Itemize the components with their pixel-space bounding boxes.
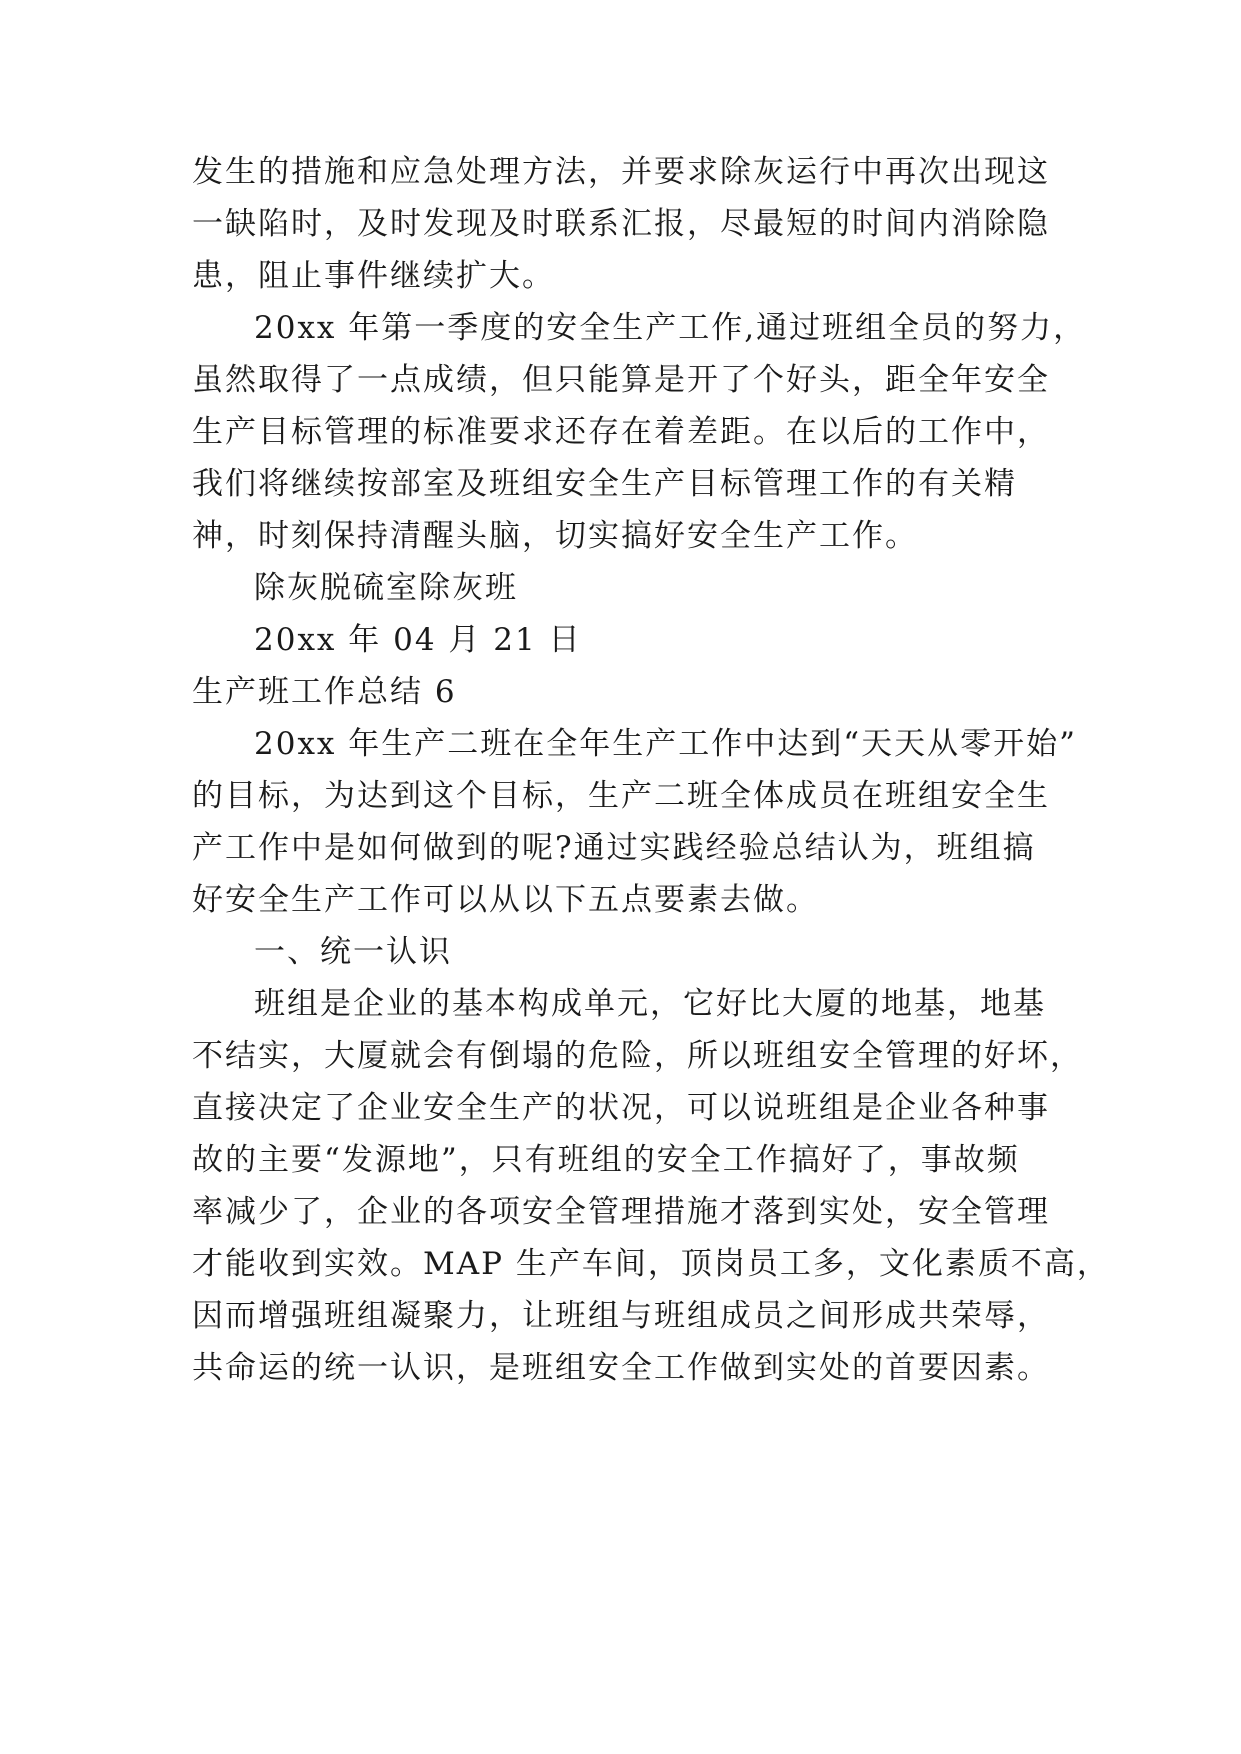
section-heading: 生产班工作总结 6 bbox=[192, 674, 457, 710]
text-line: 共命运的统一认识，是班组安全工作做到实处的首要因素。 bbox=[192, 1350, 1050, 1386]
text-line: 生产目标管理的标准要求还存在着差距。在以后的工作中， bbox=[192, 414, 1050, 450]
text-line: 好安全生产工作可以从以下五点要素去做。 bbox=[192, 882, 819, 918]
text-line: 的目标，为达到这个目标，生产二班全体成员在班组安全生 bbox=[192, 778, 1050, 814]
signature-date: 20xx 年 04 月 21 日 bbox=[254, 622, 582, 658]
subsection-heading: 一、统一认识 bbox=[254, 934, 452, 970]
text-line: 我们将继续按部室及班组安全生产目标管理工作的有关精 bbox=[192, 466, 1017, 502]
text-line: 患，阻止事件继续扩大。 bbox=[192, 258, 555, 294]
text-line: 班组是企业的基本构成单元，它好比大厦的地基，地基 bbox=[254, 986, 1046, 1022]
text-line: 不结实，大厦就会有倒塌的危险，所以班组安全管理的好坏， bbox=[192, 1038, 1083, 1074]
text-line: 神，时刻保持清醒头脑，切实搞好安全生产工作。 bbox=[192, 518, 918, 554]
text-line: 因而增强班组凝聚力，让班组与班组成员之间形成共荣辱， bbox=[192, 1298, 1050, 1334]
text-line: 发生的措施和应急处理方法，并要求除灰运行中再次出现这 bbox=[192, 154, 1050, 190]
text-line: 直接决定了企业安全生产的状况，可以说班组是企业各种事 bbox=[192, 1090, 1050, 1126]
text-line: 20xx 年生产二班在全年生产工作中达到“天天从零开始” bbox=[254, 726, 1077, 762]
text-line: 率减少了，企业的各项安全管理措施才落到实处，安全管理 bbox=[192, 1194, 1050, 1230]
text-line: 虽然取得了一点成绩，但只能算是开了个好头，距全年安全 bbox=[192, 362, 1050, 398]
text-line: 故的主要“发源地”，只有班组的安全工作搞好了，事故频 bbox=[192, 1142, 1020, 1178]
text-line: 一缺陷时，及时发现及时联系汇报，尽最短的时间内消除隐 bbox=[192, 206, 1050, 242]
text-line: 产工作中是如何做到的呢?通过实践经验总结认为，班组搞 bbox=[192, 830, 1036, 866]
signature-department: 除灰脱硫室除灰班 bbox=[254, 570, 518, 606]
text-line: 才能收到实效。MAP 生产车间，顶岗员工多，文化素质不高， bbox=[192, 1246, 1110, 1282]
text-line: 20xx 年第一季度的安全生产工作,通过班组全员的努力， bbox=[254, 310, 1087, 346]
